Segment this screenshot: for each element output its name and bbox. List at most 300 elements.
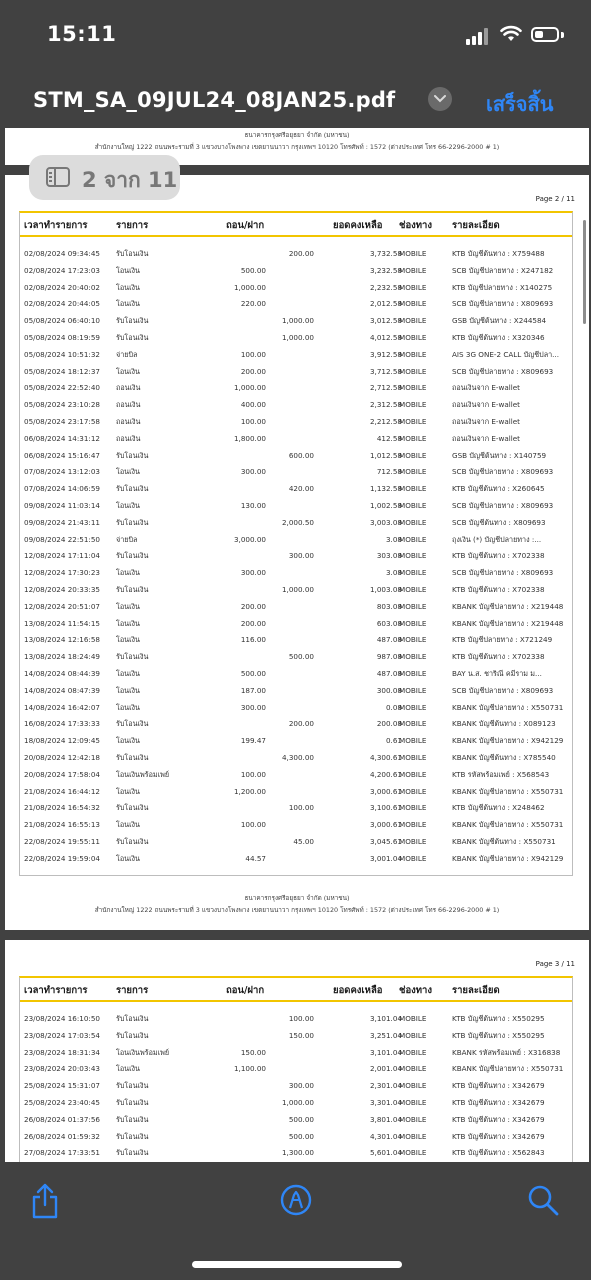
table-row: [20, 480, 572, 497]
row-withdrawal: 199.47: [240, 736, 266, 746]
row-deposit: 1,300.00: [281, 1148, 314, 1158]
col-amount: ถอน/ฝาก: [226, 220, 265, 231]
row-channel: MOBILE: [399, 484, 427, 494]
row-deposit: 150.00: [288, 1030, 314, 1040]
row-withdrawal: 500.00: [240, 669, 266, 678]
row-channel: MOBILE: [399, 265, 427, 275]
row-type: รับโอนเงิน: [116, 1114, 149, 1124]
row-balance: 3,101.04: [369, 1014, 402, 1023]
row-datetime: 02/08/2024 20:44:05: [24, 299, 100, 309]
table-row: [20, 1094, 572, 1111]
row-withdrawal: 400.00: [240, 400, 266, 410]
table-row: [20, 816, 572, 833]
table-row: [20, 430, 572, 447]
row-channel: MOBILE: [399, 585, 427, 594]
col-type: รายการ: [116, 985, 149, 996]
row-deposit: 420.00: [288, 484, 314, 494]
row-deposit: 100.00: [288, 803, 314, 813]
row-channel: MOBILE: [399, 1081, 427, 1091]
wifi-icon: [500, 25, 522, 43]
row-withdrawal: 100.00: [240, 769, 266, 779]
row-type: โอนเงิน: [116, 702, 140, 712]
row-datetime: 13/08/2024 18:24:49: [24, 652, 100, 662]
table-row: [20, 1144, 572, 1161]
row-balance: 3,251.04: [369, 1030, 402, 1040]
row-type: โอนเงิน: [116, 568, 140, 578]
row-datetime: 21/08/2024 16:55:13: [24, 820, 100, 830]
row-withdrawal: 3,000.00: [233, 534, 266, 544]
table-row: [20, 598, 572, 615]
row-type: รับโอนเงิน: [116, 1148, 149, 1158]
table-row: [20, 1128, 572, 1145]
row-type: รับโอนเงิน: [116, 333, 149, 342]
row-balance: 0.61: [385, 736, 402, 746]
row-detail: KBANK บัญชีปลายทาง : X219448: [452, 618, 564, 628]
row-detail: KTB บัญชีปลายทาง : X721249: [452, 635, 553, 645]
row-detail: SCB บัญชีปลายทาง : X809693: [452, 366, 554, 376]
row-detail: KBANK บัญชีปลายทาง : X219448: [452, 601, 564, 611]
table-row: [20, 749, 572, 766]
row-withdrawal: 200.00: [240, 601, 266, 611]
row-datetime: 26/08/2024 01:37:56: [24, 1114, 100, 1124]
row-datetime: 07/08/2024 13:12:03: [24, 467, 100, 477]
row-detail: ถอนเงินจาก E-wallet: [452, 433, 520, 443]
row-withdrawal: 100.00: [240, 417, 266, 426]
row-channel: MOBILE: [399, 383, 427, 393]
row-detail: KTB บัญชีต้นทาง : X702338: [452, 585, 545, 594]
table-row: [20, 850, 572, 867]
row-deposit: 1,000.00: [281, 316, 314, 326]
row-channel: MOBILE: [399, 803, 427, 813]
row-balance: 2,712.58: [369, 383, 402, 393]
row-balance: 3,301.04: [369, 1098, 402, 1107]
row-type: รับโอนเงิน: [116, 753, 149, 762]
row-detail: BAY น.ส. ชาริณี คมีราม ม...: [452, 669, 542, 678]
row-withdrawal: 220.00: [240, 299, 266, 309]
row-detail: SCB บัญชีปลายทาง : X809693: [452, 568, 554, 578]
row-type: จ่ายบิล: [116, 349, 138, 359]
row-type: โอนเงิน: [116, 299, 140, 309]
row-detail: KBANK รหัสพร้อมเพย์ : X316838: [452, 1047, 561, 1057]
page-footer-address: สำนักงานใหญ่ 1222 ถนนพระรามที่ 3 แขวงบางโพงพาง เขตยานนาวา กรุงเทพฯ 10120 โทรศัพท์ : 1572 (ต่างประเทศ โทร 66-2296-2000 # 1): [94, 906, 500, 914]
row-deposit: 200.00: [288, 719, 314, 729]
row-datetime: 06/08/2024 15:16:47: [24, 450, 100, 460]
row-deposit: 500.00: [288, 652, 314, 662]
row-withdrawal: 300.00: [240, 702, 266, 712]
row-channel: MOBILE: [399, 786, 427, 796]
table-row: [20, 799, 572, 816]
row-balance: 303.08: [376, 551, 402, 561]
row-deposit: 500.00: [288, 1131, 314, 1141]
row-type: รับโอนเงิน: [116, 1014, 149, 1023]
row-channel: MOBILE: [399, 1098, 427, 1107]
row-balance: 3,732.58: [369, 249, 402, 258]
sidebar-pages-icon: [46, 167, 70, 187]
scroll-indicator[interactable]: [583, 220, 586, 324]
row-datetime: 05/08/2024 06:40:10: [24, 316, 100, 326]
row-channel: MOBILE: [399, 601, 427, 611]
row-channel: MOBILE: [399, 1014, 427, 1023]
row-channel: MOBILE: [399, 1064, 427, 1074]
pdf-page-3: [5, 940, 589, 1162]
row-datetime: 21/08/2024 16:44:12: [24, 786, 100, 796]
row-channel: MOBILE: [399, 652, 427, 662]
table-row: [20, 312, 572, 329]
row-detail: KTB บัญชีต้นทาง : X342679: [452, 1114, 545, 1124]
row-datetime: 23/08/2024 17:03:54: [24, 1030, 100, 1040]
row-deposit: 300.00: [288, 1081, 314, 1091]
row-balance: 1,003.08: [369, 585, 402, 594]
row-datetime: 20/08/2024 12:42:18: [24, 753, 100, 762]
page-footer-address: สำนักงานใหญ่ 1222 ถนนพระรามที่ 3 แขวงบางโพงพาง เขตยานนาวา กรุงเทพฯ 10120 โทรศัพท์ : 1572 (ต่างประเทศ โทร 66-2296-2000 # 1): [94, 143, 500, 151]
row-deposit: 1,000.00: [281, 1098, 314, 1107]
row-detail: KBANK บัญชีต้นทาง : X550731: [452, 837, 556, 846]
transaction-table: [19, 976, 573, 1176]
row-balance: 0.08: [385, 702, 402, 712]
row-channel: MOBILE: [399, 1030, 427, 1040]
row-balance: 2,301.04: [369, 1081, 402, 1091]
row-balance: 3,100.61: [369, 803, 402, 813]
row-type: โอนเงิน: [116, 265, 140, 275]
row-datetime: 14/08/2024 08:44:39: [24, 669, 100, 678]
row-channel: MOBILE: [399, 333, 427, 342]
table-row: [20, 1077, 572, 1094]
row-detail: KBANK บัญชีปลายทาง : X550731: [452, 1064, 564, 1074]
row-datetime: 09/08/2024 22:51:50: [24, 534, 100, 544]
battery-icon: [531, 27, 559, 42]
row-balance: 603.08: [376, 618, 402, 628]
table-row: [20, 262, 572, 279]
row-channel: MOBILE: [399, 568, 427, 578]
row-channel: MOBILE: [399, 702, 427, 712]
row-datetime: 13/08/2024 11:54:15: [24, 618, 100, 628]
row-deposit: 1,000.00: [281, 333, 314, 342]
col-detail: รายละเอียด: [452, 985, 500, 996]
table-row: [20, 783, 572, 800]
table-row: [20, 497, 572, 514]
row-balance: 412.58: [376, 433, 402, 443]
row-withdrawal: 1,000.00: [233, 383, 266, 393]
home-indicator[interactable]: [192, 1261, 402, 1268]
row-type: รับโอนเงิน: [116, 1081, 149, 1091]
row-datetime: 20/08/2024 17:58:04: [24, 769, 100, 779]
row-type: รับโอนเงิน: [116, 551, 149, 561]
row-balance: 3.08: [385, 568, 402, 578]
row-deposit: 500.00: [288, 1114, 314, 1124]
row-channel: MOBILE: [399, 400, 427, 410]
table-row: [20, 346, 572, 363]
row-datetime: 23/08/2024 20:03:43: [24, 1064, 100, 1074]
row-channel: MOBILE: [399, 635, 427, 645]
row-type: โอนเงินพร้อมเพย์: [116, 769, 170, 779]
row-channel: MOBILE: [399, 736, 427, 746]
row-detail: KBANK บัญชีปลายทาง : X550731: [452, 702, 564, 712]
row-channel: MOBILE: [399, 1114, 427, 1124]
row-balance: 3,000.61: [369, 820, 402, 830]
row-datetime: 02/08/2024 09:34:45: [24, 249, 100, 258]
row-balance: 2,312.58: [369, 400, 402, 410]
page-footer-bank-name: ธนาคารกรุงศรีอยุธยา จำกัด (มหาชน): [244, 131, 350, 139]
row-balance: 1,002.58: [369, 501, 402, 510]
row-detail: KTB บัญชีต้นทาง : X562843: [452, 1148, 545, 1158]
row-detail: SCB บัญชีต้นทาง : X809693: [452, 517, 546, 527]
row-type: โอนเงิน: [116, 282, 140, 292]
row-detail: SCB บัญชีปลายทาง : X809693: [452, 685, 554, 695]
row-type: รับโอนเงิน: [116, 719, 149, 729]
row-balance: 3,712.58: [369, 366, 402, 376]
row-type: โอนเงิน: [116, 669, 140, 678]
row-datetime: 22/08/2024 19:55:11: [24, 837, 100, 846]
row-datetime: 25/08/2024 15:31:07: [24, 1081, 100, 1091]
row-type: โอนเงิน: [116, 685, 140, 695]
row-detail: ถุงเงิน (*) บัญชีปลายทาง :...: [452, 534, 542, 544]
row-detail: KTB บัญชีต้นทาง : X702338: [452, 551, 545, 561]
table-row: [20, 363, 572, 380]
row-balance: 200.08: [376, 719, 402, 729]
table-row: [20, 245, 572, 262]
row-withdrawal: 150.00: [240, 1047, 266, 1057]
table-row: [20, 413, 572, 430]
row-channel: MOBILE: [399, 249, 427, 258]
status-time: 15:11: [47, 22, 117, 46]
row-withdrawal: 100.00: [240, 820, 266, 830]
row-detail: KBANK บัญชีปลายทาง : X550731: [452, 820, 564, 830]
row-balance: 487.08: [376, 669, 402, 678]
row-channel: MOBILE: [399, 501, 427, 510]
row-type: รับโอนเงิน: [116, 1131, 149, 1141]
row-balance: 4,200.61: [369, 769, 402, 779]
row-datetime: 12/08/2024 20:33:35: [24, 585, 100, 594]
row-deposit: 1,000.00: [281, 585, 314, 594]
row-detail: KBANK บัญชีต้นทาง : X089123: [452, 719, 556, 729]
row-withdrawal: 1,800.00: [233, 433, 266, 443]
row-type: โอนเงิน: [116, 1064, 140, 1074]
col-detail: รายละเอียด: [452, 220, 500, 231]
row-datetime: 22/08/2024 19:59:04: [24, 853, 100, 863]
row-datetime: 21/08/2024 16:54:32: [24, 803, 100, 813]
row-balance: 300.08: [376, 685, 402, 695]
row-type: โอนเงิน: [116, 501, 140, 510]
table-row: [20, 699, 572, 716]
table-row: [20, 665, 572, 682]
row-channel: MOBILE: [399, 853, 427, 863]
table-row: [20, 766, 572, 783]
row-deposit: 600.00: [288, 450, 314, 460]
row-channel: MOBILE: [399, 534, 427, 544]
row-channel: MOBILE: [399, 551, 427, 561]
row-withdrawal: 116.00: [240, 635, 266, 645]
row-detail: SCB บัญชีปลายทาง : X809693: [452, 501, 554, 510]
row-balance: 2,232.58: [369, 282, 402, 292]
row-deposit: 2,000.50: [281, 517, 314, 527]
row-detail: KTB บัญชีต้นทาง : X342679: [452, 1098, 545, 1107]
page-number: Page 3 / 11: [535, 960, 575, 968]
row-withdrawal: 44.57: [245, 853, 266, 863]
row-channel: MOBILE: [399, 366, 427, 376]
row-type: โอนเงิน: [116, 853, 140, 863]
row-channel: MOBILE: [399, 467, 427, 477]
row-detail: ถอนเงินจาก E-wallet: [452, 417, 520, 426]
share-icon[interactable]: [31, 1183, 59, 1219]
row-type: ถอนเงิน: [116, 417, 141, 426]
row-withdrawal: 187.00: [240, 685, 266, 695]
row-type: โอนเงิน: [116, 366, 140, 376]
row-detail: KTB บัญชีต้นทาง : X759488: [452, 249, 545, 258]
row-datetime: 26/08/2024 01:59:32: [24, 1131, 100, 1141]
row-type: รับโอนเงิน: [116, 316, 149, 326]
row-datetime: 02/08/2024 20:40:02: [24, 282, 100, 292]
row-balance: 4,012.58: [369, 333, 402, 342]
table-row: [20, 1010, 572, 1027]
row-detail: KTB บัญชีปลายทาง : X140275: [452, 282, 553, 292]
row-detail: ถอนเงินจาก E-wallet: [452, 383, 520, 393]
row-detail: SCB บัญชีปลายทาง : X809693: [452, 467, 554, 477]
row-detail: KTB บัญชีต้นทาง : X320346: [452, 333, 545, 342]
page-indicator-badge[interactable]: [29, 155, 180, 200]
table-row: [20, 1044, 572, 1061]
table-row: [20, 329, 572, 346]
col-type: รายการ: [116, 220, 149, 231]
row-type: จ่ายบิล: [116, 534, 138, 544]
row-channel: MOBILE: [399, 450, 427, 460]
row-detail: KTB บัญชีต้นทาง : X550295: [452, 1014, 545, 1023]
table-row: [20, 447, 572, 464]
row-withdrawal: 130.00: [240, 501, 266, 510]
search-icon[interactable]: [527, 1184, 559, 1216]
row-datetime: 05/08/2024 22:52:40: [24, 383, 100, 393]
row-channel: MOBILE: [399, 618, 427, 628]
row-balance: 3.08: [385, 534, 402, 544]
row-channel: MOBILE: [399, 769, 427, 779]
row-balance: 3,000.61: [369, 786, 402, 796]
row-datetime: 16/08/2024 17:33:33: [24, 719, 100, 729]
col-channel: ช่องทาง: [399, 220, 433, 231]
row-datetime: 09/08/2024 21:43:11: [24, 517, 100, 527]
row-datetime: 05/08/2024 08:19:59: [24, 333, 100, 342]
row-detail: SCB บัญชีปลายทาง : X809693: [452, 299, 554, 309]
row-datetime: 06/08/2024 14:31:12: [24, 433, 100, 443]
table-row: [20, 648, 572, 665]
table-row: [20, 564, 572, 581]
row-balance: 712.58: [376, 467, 402, 477]
row-detail: KTB บัญชีต้นทาง : X248462: [452, 803, 545, 813]
row-balance: 3,012.58: [369, 316, 402, 326]
table-row: [20, 631, 572, 648]
row-balance: 3,003.08: [369, 517, 402, 527]
document-title[interactable]: STM_SA_09JUL24_08JAN25.pdf: [33, 88, 396, 112]
row-datetime: 12/08/2024 17:11:04: [24, 551, 100, 561]
row-balance: 3,101.04: [369, 1047, 402, 1057]
row-withdrawal: 100.00: [240, 349, 266, 359]
title-menu-button[interactable]: [428, 87, 452, 111]
row-withdrawal: 500.00: [240, 265, 266, 275]
row-type: โอนเงิน: [116, 467, 140, 477]
row-type: โอนเงิน: [116, 601, 140, 611]
row-channel: MOBILE: [399, 299, 427, 309]
row-datetime: 18/08/2024 12:09:45: [24, 736, 100, 746]
row-type: โอนเงิน: [116, 786, 140, 796]
status-bar: [0, 0, 591, 70]
row-datetime: 05/08/2024 10:51:32: [24, 349, 100, 359]
row-datetime: 05/08/2024 18:12:37: [24, 366, 100, 376]
markup-pen-icon[interactable]: [280, 1184, 312, 1216]
row-type: รับโอนเงิน: [116, 1030, 149, 1040]
table-header: [20, 213, 572, 237]
table-row: [20, 547, 572, 564]
row-channel: MOBILE: [399, 837, 427, 846]
row-balance: 2,212.58: [369, 417, 402, 426]
table-row: [20, 1027, 572, 1044]
table-row: [20, 682, 572, 699]
row-withdrawal: 200.00: [240, 618, 266, 628]
table-row: [20, 514, 572, 531]
row-detail: KBANK บัญชีปลายทาง : X942129: [452, 736, 564, 746]
chevron-down-icon: [434, 95, 446, 103]
row-datetime: 05/08/2024 23:17:58: [24, 417, 100, 426]
row-channel: MOBILE: [399, 1047, 427, 1057]
row-type: รับโอนเงิน: [116, 652, 149, 662]
row-balance: 487.08: [376, 635, 402, 645]
row-balance: 5,601.04: [369, 1148, 402, 1158]
page-footer-bank-name: ธนาคารกรุงศรีอยุธยา จำกัด (มหาชน): [244, 894, 350, 902]
row-channel: MOBILE: [399, 433, 427, 443]
row-detail: KBANK บัญชีปลายทาง : X942129: [452, 853, 564, 863]
row-type: โอนเงิน: [116, 635, 140, 645]
col-datetime: เวลาทำรายการ: [24, 220, 88, 231]
row-channel: MOBILE: [399, 1131, 427, 1141]
row-detail: GSB บัญชีต้นทาง : X244584: [452, 316, 547, 326]
row-channel: MOBILE: [399, 669, 427, 678]
row-datetime: 12/08/2024 20:51:07: [24, 601, 100, 611]
row-withdrawal: 1,100.00: [233, 1064, 266, 1074]
row-detail: AIS 3G ONE-2 CALL บัญชีปลา...: [452, 349, 559, 359]
row-balance: 803.08: [376, 601, 402, 611]
row-detail: KTB บัญชีต้นทาง : X342679: [452, 1131, 545, 1141]
row-type: โอนเงิน: [116, 618, 140, 628]
row-datetime: 05/08/2024 23:10:28: [24, 400, 100, 410]
row-withdrawal: 1,000.00: [233, 282, 266, 292]
row-detail: KTB บัญชีต้นทาง : X342679: [452, 1081, 545, 1091]
row-balance: 3,912.58: [369, 349, 402, 359]
row-type: โอนเงินพร้อมเพย์: [116, 1047, 170, 1057]
row-datetime: 02/08/2024 17:23:03: [24, 265, 100, 275]
row-detail: KBANK บัญชีต้นทาง : X785540: [452, 753, 556, 762]
row-datetime: 13/08/2024 12:16:58: [24, 635, 100, 645]
row-type: ถอนเงิน: [116, 433, 141, 443]
row-channel: MOBILE: [399, 517, 427, 527]
row-datetime: 14/08/2024 08:47:39: [24, 685, 100, 695]
done-button[interactable]: เสร็จสิ้น: [486, 92, 554, 116]
table-row: [20, 581, 572, 598]
col-amount: ถอน/ฝาก: [226, 985, 265, 996]
table-row: [20, 396, 572, 413]
row-deposit: 100.00: [288, 1014, 314, 1023]
row-detail: KTB บัญชีต้นทาง : X260645: [452, 484, 545, 494]
row-channel: MOBILE: [399, 417, 427, 426]
row-detail: ถอนเงินจาก E-wallet: [452, 400, 520, 410]
table-row: [20, 833, 572, 850]
row-channel: MOBILE: [399, 753, 427, 762]
row-type: รับโอนเงิน: [116, 484, 149, 494]
row-type: รับโอนเงิน: [116, 1098, 149, 1107]
row-detail: KTB บัญชีต้นทาง : X702338: [452, 652, 545, 662]
cellular-signal-icon: [466, 27, 492, 45]
row-balance: 3,232.58: [369, 265, 402, 275]
table-row: [20, 379, 572, 396]
row-datetime: 07/08/2024 14:06:59: [24, 484, 100, 494]
row-balance: 1,132.58: [369, 484, 402, 494]
row-balance: 4,301.04: [369, 1131, 402, 1141]
